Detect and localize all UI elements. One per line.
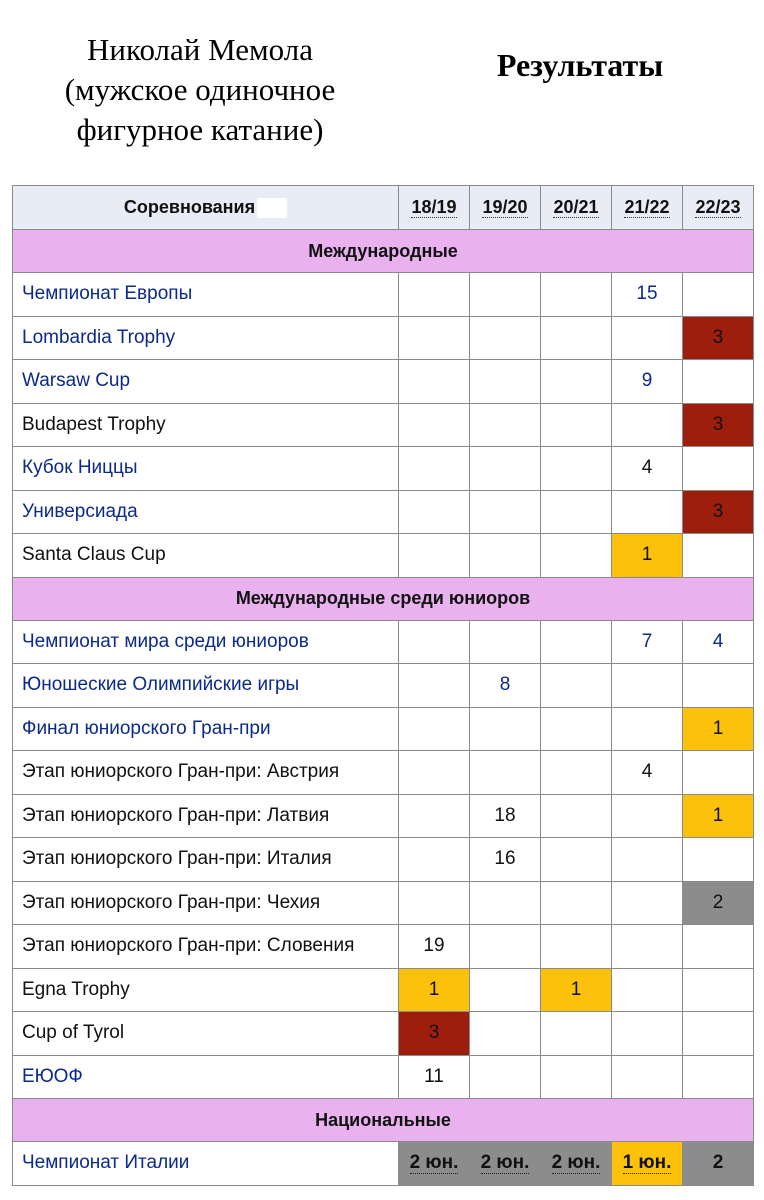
- competition-name: Santa Claus Cup: [13, 534, 399, 578]
- result-cell: [399, 273, 470, 317]
- table-row: [13, 490, 754, 534]
- result-cell[interactable]: 15: [612, 273, 683, 317]
- result-cell: [541, 316, 612, 360]
- result-cell: [612, 403, 683, 447]
- result-cell: [541, 707, 612, 751]
- result-cell: [541, 360, 612, 404]
- result-cell: [470, 316, 541, 360]
- result-cell: [683, 838, 754, 882]
- silver-medal-cell: 2 юн.: [470, 1142, 541, 1186]
- result-cell: [683, 447, 754, 491]
- gold-medal-cell: 1: [683, 794, 754, 838]
- result-cell: [612, 925, 683, 969]
- result-cell: [470, 968, 541, 1012]
- bronze-medal-cell: 3: [683, 316, 754, 360]
- result-cell: [541, 881, 612, 925]
- competition-link[interactable]: Warsaw Cup: [13, 360, 399, 404]
- result-cell: [470, 1055, 541, 1099]
- result-cell: 18: [470, 794, 541, 838]
- result-cell: [470, 620, 541, 664]
- result-cell: [399, 316, 470, 360]
- competition-link[interactable]: Чемпионат мира среди юниоров: [13, 620, 399, 664]
- bronze-medal-cell: 3: [683, 403, 754, 447]
- competition-name: Этап юниорского Гран-при: Латвия: [13, 794, 399, 838]
- result-cell: [541, 664, 612, 708]
- gold-medal-cell: 1: [612, 534, 683, 578]
- result-cell[interactable]: 8: [470, 664, 541, 708]
- results-heading: Результаты: [496, 47, 664, 83]
- table-row: [13, 794, 754, 838]
- result-cell: [541, 403, 612, 447]
- result-cell: [541, 925, 612, 969]
- result-cell[interactable]: 7: [612, 620, 683, 664]
- result-cell: [470, 360, 541, 404]
- result-cell: [470, 1012, 541, 1056]
- result-cell: [683, 751, 754, 795]
- competition-link[interactable]: Универсиада: [13, 490, 399, 534]
- header-season-2223[interactable]: 22/23: [683, 186, 754, 230]
- competition-link[interactable]: Кубок Ниццы: [13, 447, 399, 491]
- table-row: [13, 925, 754, 969]
- result-cell: [470, 273, 541, 317]
- result-cell: [470, 403, 541, 447]
- table-row: [13, 360, 754, 404]
- result-cell: [612, 881, 683, 925]
- competition-name: Этап юниорского Гран-при: Италия: [13, 838, 399, 882]
- result-cell: [399, 490, 470, 534]
- gold-medal-cell: 1: [541, 968, 612, 1012]
- silver-medal-cell: 2: [683, 1142, 754, 1186]
- results-table: [12, 185, 754, 1186]
- section-national: Национальные: [13, 1099, 754, 1142]
- table-row: [13, 664, 754, 708]
- header-season-2122[interactable]: 21/22: [612, 186, 683, 230]
- table-header-row: [13, 186, 754, 230]
- table-row: [13, 707, 754, 751]
- result-cell: [612, 838, 683, 882]
- result-cell: [470, 447, 541, 491]
- result-cell: [399, 664, 470, 708]
- competition-name: Budapest Trophy: [13, 403, 399, 447]
- result-cell: [541, 751, 612, 795]
- table-row: [13, 1012, 754, 1056]
- header-season-2021[interactable]: 20/21: [541, 186, 612, 230]
- competition-name: Этап юниорского Гран-при: Словения: [13, 925, 399, 969]
- section-international: Международные: [13, 230, 754, 273]
- table-row: [13, 1142, 754, 1186]
- result-cell: [470, 490, 541, 534]
- competition-link[interactable]: Lombardia Trophy: [13, 316, 399, 360]
- result-cell: [541, 534, 612, 578]
- result-cell: [612, 968, 683, 1012]
- result-cell: [683, 534, 754, 578]
- result-cell: [470, 751, 541, 795]
- result-cell: [470, 925, 541, 969]
- result-cell: [541, 447, 612, 491]
- result-cell: [399, 707, 470, 751]
- bronze-medal-cell: 3: [683, 490, 754, 534]
- blank-box: [257, 198, 287, 218]
- result-cell: [399, 447, 470, 491]
- table-row: [13, 403, 754, 447]
- result-cell[interactable]: 4: [683, 620, 754, 664]
- result-cell: [399, 751, 470, 795]
- table-row: [13, 968, 754, 1012]
- competition-name: Этап юниорского Гран-при: Австрия: [13, 751, 399, 795]
- competition-link[interactable]: ЕЮОФ: [13, 1055, 399, 1099]
- header-season-1920[interactable]: 19/20: [470, 186, 541, 230]
- result-cell: [683, 1055, 754, 1099]
- result-cell: [399, 534, 470, 578]
- section-junior: Международные среди юниоров: [13, 577, 754, 620]
- result-cell: 4: [612, 751, 683, 795]
- result-cell: [399, 360, 470, 404]
- silver-medal-cell: 2 юн.: [399, 1142, 470, 1186]
- gold-medal-cell: 1 юн.: [612, 1142, 683, 1186]
- result-cell: [612, 1055, 683, 1099]
- header-competitions: Соревнования: [13, 186, 399, 230]
- result-cell: [612, 490, 683, 534]
- athlete-name: Николай Мемола: [87, 32, 313, 67]
- table-row: [13, 751, 754, 795]
- discipline-line-1: (мужское одиночное: [64, 72, 336, 107]
- result-cell: 16: [470, 838, 541, 882]
- result-cell: [612, 794, 683, 838]
- table-row: [13, 534, 754, 578]
- header-season-1819[interactable]: 18/19: [399, 186, 470, 230]
- competition-link[interactable]: Финал юниорского Гран-при: [13, 707, 399, 751]
- gold-medal-cell: 1: [683, 707, 754, 751]
- result-cell: [399, 794, 470, 838]
- result-cell: [399, 620, 470, 664]
- competition-link[interactable]: Чемпионат Европы: [13, 273, 399, 317]
- result-cell: [683, 360, 754, 404]
- competition-name: Egna Trophy: [13, 968, 399, 1012]
- table-row: [13, 881, 754, 925]
- result-cell: [470, 707, 541, 751]
- table-row: [13, 447, 754, 491]
- silver-medal-cell: 2 юн.: [541, 1142, 612, 1186]
- result-cell: [612, 664, 683, 708]
- competition-link[interactable]: Юношеские Олимпийские игры: [13, 664, 399, 708]
- competition-name: Cup of Tyrol: [13, 1012, 399, 1056]
- result-cell: [683, 273, 754, 317]
- result-cell: [683, 1012, 754, 1056]
- table-row: [13, 620, 754, 664]
- table-row: [13, 838, 754, 882]
- result-cell: [399, 838, 470, 882]
- result-cell: [470, 534, 541, 578]
- result-cell: [541, 1055, 612, 1099]
- competition-name: Этап юниорского Гран-при: Чехия: [13, 881, 399, 925]
- bronze-medal-cell: 3: [399, 1012, 470, 1056]
- competition-link[interactable]: Чемпионат Италии: [13, 1142, 399, 1186]
- result-cell: [399, 881, 470, 925]
- result-cell: [683, 968, 754, 1012]
- discipline-line-2: фигурное катание): [76, 112, 324, 147]
- result-cell: [612, 316, 683, 360]
- result-cell: [399, 403, 470, 447]
- result-cell[interactable]: 9: [612, 360, 683, 404]
- result-cell: [541, 620, 612, 664]
- result-cell: [541, 273, 612, 317]
- result-cell: 11: [399, 1055, 470, 1099]
- result-cell: [541, 838, 612, 882]
- table-row: [13, 1055, 754, 1099]
- result-cell: 4: [612, 447, 683, 491]
- result-cell: [683, 925, 754, 969]
- athlete-title: [20, 30, 380, 150]
- result-cell: [541, 490, 612, 534]
- result-cell: 19: [399, 925, 470, 969]
- result-cell: [541, 1012, 612, 1056]
- gold-medal-cell: 1: [399, 968, 470, 1012]
- result-cell: [541, 794, 612, 838]
- table-row: [13, 273, 754, 317]
- result-cell: [470, 881, 541, 925]
- silver-medal-cell: 2: [683, 881, 754, 925]
- result-cell: [683, 664, 754, 708]
- result-cell: [612, 1012, 683, 1056]
- table-row: [13, 316, 754, 360]
- result-cell: [612, 707, 683, 751]
